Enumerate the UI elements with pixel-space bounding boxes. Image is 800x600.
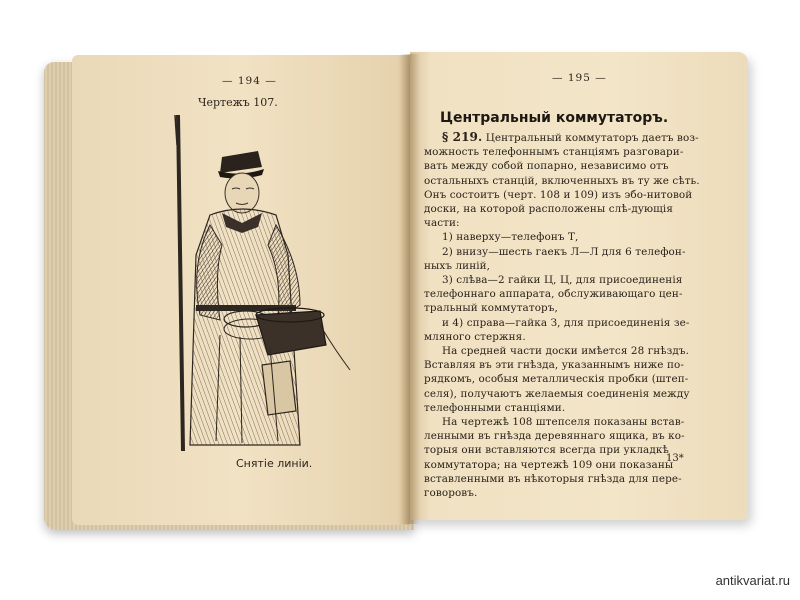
paragraph: На средней части доски имѣется 28 гнѣздъ. Вставляя въ эти гнѣзда, указаннымъ ниже по-рядкомъ, особыя металлическія пробки (штеп-селя), получаютъ желаемыя соединенія между телефонными станціями.	[424, 345, 690, 414]
body-text	[424, 130, 706, 500]
list-item: 2) внизу—шесть гаекъ Л—Л для 6 телефон-ныхъ линій,	[424, 245, 686, 272]
paragraph: На чертежѣ 108 штепселя показаны встав-ленными въ гнѣзда деревяннаго ящика, въ ко-торыя они вставляются всегда при укладкѣ коммутатора; на чертежѣ 109 они показаны вставленными въ нѣкоторыя гнѣзда для пере-говоровъ.	[424, 416, 685, 500]
list-item: 3) слѣва—2 гайки Ц, Ц, для присоединенія телефоннаго аппарата, обслуживающаго цен-тральный коммутаторъ,	[424, 274, 683, 315]
paragraph: § 219. Центральный коммутаторъ даетъ воз-можность телефоннымъ станціямъ разговари-вать между собой попарно, независимо отъ остальныхъ станцій, включенныхъ въ ту же сѣть. Онъ состоитъ (черт. 108 и 109) изъ эбо-нитовой доски, на которой расположены слѣ-дующія части:	[424, 130, 700, 230]
soldier-illustration	[150, 115, 360, 455]
section-heading: Центральный коммутаторъ.	[440, 110, 669, 126]
left-page-number: — 194 —	[222, 75, 277, 87]
list-item: и 4) справа—гайка З, для присоединенія зе-мляного стержня.	[424, 316, 690, 343]
illustration-caption: Снятіе линіи.	[236, 457, 313, 470]
signature-mark: 13*	[666, 453, 684, 464]
watermark: antikvariat.ru	[715, 573, 790, 588]
drawing-title: Чертежъ 107.	[198, 96, 278, 109]
section-mark: § 219.	[442, 130, 483, 144]
list-item: 1) наверху—телефонъ Т,	[442, 231, 579, 244]
book-gutter	[400, 54, 420, 524]
right-page-number: — 195 —	[552, 72, 607, 84]
